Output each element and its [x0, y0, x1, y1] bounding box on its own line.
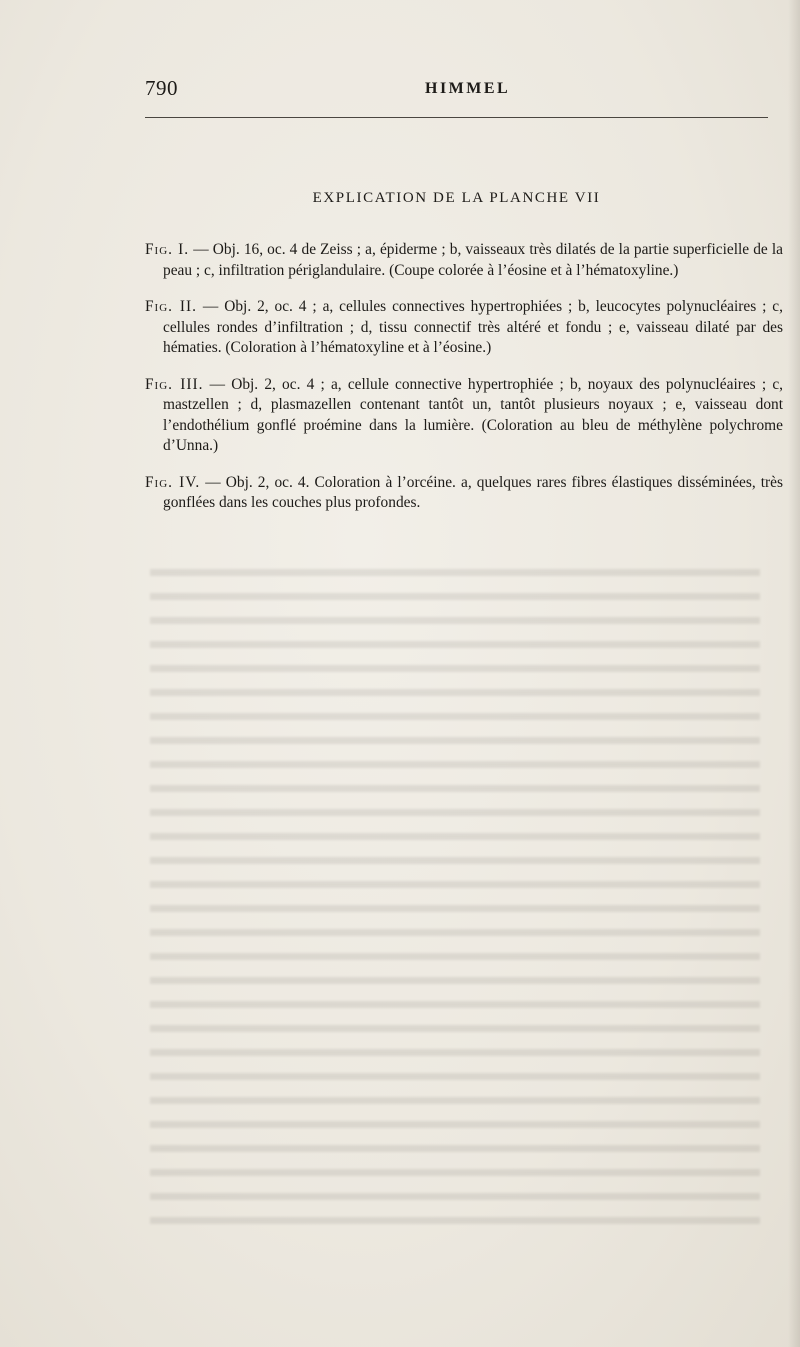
- page-spine-shadow: [788, 0, 800, 1347]
- running-head: HIMMEL: [425, 80, 511, 97]
- caption-text: — Obj. 16, oc. 4 de Zeiss ; a, épiderme ; b, vaisseaux très dilatés de la partie superficielle de la peau ; c, infiltration périglandulaire. (Coupe colorée à l’éosine et à l’hématoxyline.): [163, 241, 783, 279]
- header-rule: [145, 117, 768, 118]
- page-number: 790: [145, 76, 178, 100]
- figure-captions: [145, 240, 783, 530]
- caption-fig-4: [145, 473, 783, 514]
- show-through-text: [150, 560, 760, 1240]
- caption-text: — Obj. 2, oc. 4 ; a, cellule connective hypertrophiée ; b, noyaux des polynucléaires ; c, mastzellen ; d, plasmazellen contenant tantôt un, tantôt plusieurs noyaux ; e, vaisseau dont l’endothélium gonflé proémine dans la lumière. (Coloration au bleu de méthylène polychrome d’Unna.): [163, 375, 783, 454]
- section-title: EXPLICATION DE LA PLANCHE VII: [312, 190, 601, 206]
- caption-text: — Obj. 2, oc. 4 ; a, cellules connectives hypertrophiées ; b, leucocytes polynucléaires ; c, cellules rondes d’infiltration ; d, tissu connectif très altéré et fondu ; e, vaisseau dilaté par des hématies. (Coloration à l’hématoxyline et à l’éosine.): [163, 298, 783, 356]
- caption-fig-3: [145, 375, 783, 457]
- caption-fig-label: Fig. III.: [145, 375, 204, 393]
- caption-fig-2: [145, 297, 783, 359]
- caption-fig-label: Fig. II.: [145, 298, 198, 315]
- caption-fig-label: Fig. IV.: [145, 473, 201, 491]
- caption-text: — Obj. 2, oc. 4. Coloration à l’orcéine. a, quelques rares fibres élastiques disséminées, très gonflées dans les couches plus profondes.: [163, 473, 783, 511]
- caption-fig-label: Fig. I.: [145, 241, 190, 258]
- caption-fig-1: [145, 240, 783, 281]
